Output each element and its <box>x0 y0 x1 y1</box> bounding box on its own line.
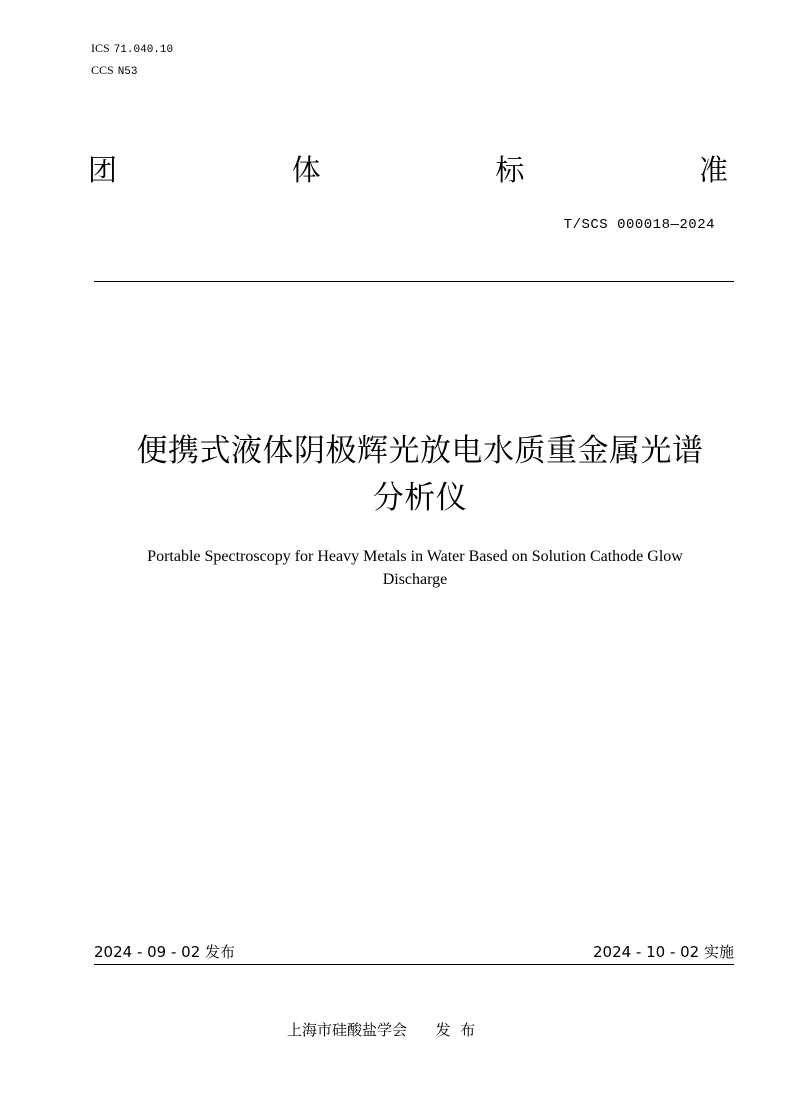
ccs-code: N53 <box>117 66 138 78</box>
title-cn-line: 便携式液体阴极辉光放电水质重金属光谱 <box>136 433 704 469</box>
document-title-en <box>70 545 760 591</box>
ics-line <box>91 38 173 60</box>
classification-codes <box>91 38 173 82</box>
publish-action: 发 布 <box>435 1021 476 1039</box>
standard-type-char: 团 <box>88 153 118 187</box>
standard-type-char: 标 <box>495 153 525 187</box>
publisher-name: 上海市硅酸盐学会 <box>287 1021 408 1039</box>
ics-code: 71.040.10 <box>113 44 174 56</box>
ccs-line <box>91 60 173 82</box>
title-en-line: Discharge <box>382 571 448 588</box>
standard-type-char: 体 <box>291 153 321 187</box>
document-title-cn <box>60 428 780 522</box>
standard-type-char: 准 <box>698 153 728 187</box>
title-en-line: Portable Spectroscopy for Heavy Metals in Water Based on Solution Cathode Glow <box>147 548 683 565</box>
footer-divider <box>94 964 734 965</box>
standard-type-heading <box>88 148 728 192</box>
ics-label: ICS <box>91 41 110 55</box>
title-cn-line: 分析仪 <box>372 480 468 516</box>
header-divider <box>94 281 734 282</box>
standard-number: T/SCS 000018—2024 <box>563 217 715 233</box>
date-row <box>94 941 734 963</box>
publisher-line <box>287 1019 475 1041</box>
issue-date: 2024 - 09 - 02 发布 <box>94 943 236 961</box>
implementation-date: 2024 - 10 - 02 实施 <box>592 943 734 961</box>
ccs-label: CCS <box>91 63 114 77</box>
